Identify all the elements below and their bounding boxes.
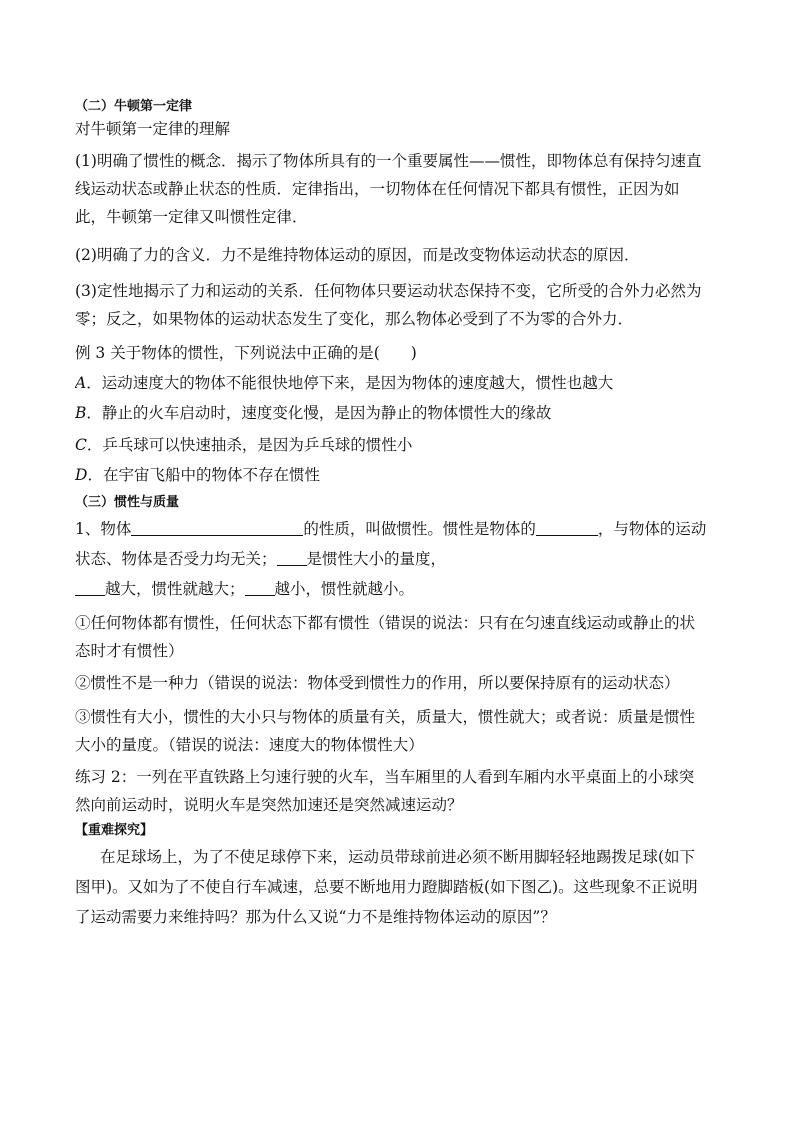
- option-text: ．乒乓球可以快速抽杀，是因为乒乓球的惯性小: [86, 436, 413, 454]
- paragraph-1-line-1: (1)明确了惯性的概念．揭示了物体所具有的一个重要属性——惯性，即物体总有保持匀速直: [75, 152, 702, 170]
- option-text: ．静止的火车启动时，速度变化慢，是因为静止的物体惯性大的缘故: [86, 404, 552, 422]
- fill-blank-line-2: [75, 548, 725, 570]
- option-c: [75, 434, 725, 456]
- exercise-2-line-2: 然向前运动时，说明火车是突然加速还是突然减速运动？: [75, 796, 463, 814]
- blank-1[interactable]: [131, 519, 303, 536]
- fill-text: 状态、物体是否受力均无关；: [75, 550, 277, 568]
- option-b: [75, 402, 725, 424]
- point-3-line-2: 大小的量度。（错误的说法：速度大的物体惯性大）: [75, 736, 424, 754]
- point-1-line-1: ①任何物体都有惯性，任何状态下都有惯性（错误的说法：只有在匀速直线运动或静止的状: [75, 614, 696, 632]
- blank-5[interactable]: [245, 579, 275, 596]
- fill-text: 是惯性大小的量度，: [306, 550, 447, 568]
- paragraph-3-line-2: 零；反之，如果物体的运动状态发生了变化，那么物体必受到了不为零的合外力．: [75, 310, 634, 328]
- option-text: ．在宇宙飞船中的物体不存在惯性: [87, 466, 320, 484]
- fill-text: ，与物体的运动: [597, 520, 707, 538]
- option-text: ．运动速度大的物体不能很快地停下来，是因为物体的速度越大，惯性也越大: [86, 374, 614, 392]
- point-3-line-1: ③惯性有大小，惯性的大小只与物体的质量有关，质量大，惯性就大；或者说：质量是惯性: [75, 708, 696, 726]
- paragraph-2: (2)明确了力的含义．力不是维持物体运动的原因，而是改变物体运动状态的原因．: [75, 246, 640, 264]
- option-letter: A: [75, 374, 87, 392]
- point-1-line-2: 态时才有惯性）: [75, 642, 184, 660]
- blank-4[interactable]: [75, 579, 105, 596]
- example-3-question: 例 3 关于物体的惯性，下列说法中正确的是( ): [75, 344, 417, 362]
- option-d: [75, 464, 725, 486]
- section-heading-explore: 【重难探究】: [75, 823, 154, 838]
- option-a: [75, 372, 725, 394]
- fill-text: 越小，惯性就越小。: [274, 580, 415, 598]
- fill-blank-line-3: [75, 578, 725, 600]
- option-letter: B: [75, 404, 87, 422]
- paragraph-1-line-3: 此，牛顿第一定律又叫惯性定律．: [75, 208, 308, 226]
- fill-blank-line-1: [75, 518, 725, 540]
- option-letter: D: [75, 466, 88, 484]
- section-heading-newton-first-law: （二）牛顿第一定律: [75, 99, 193, 114]
- paragraph-3-line-1: (3)定性地揭示了力和运动的关系．任何物体只要运动状态保持不变，它所受的合外力必然为: [75, 282, 702, 300]
- section-heading-inertia-mass: （三）惯性与质量: [75, 495, 180, 510]
- fill-text: 越大，惯性就越大；: [105, 580, 245, 598]
- explore-line-3: 了运动需要力来维持吗？那为什么又说“力不是维持物体运动的原因”？: [75, 908, 556, 926]
- subtitle-understanding: 对牛顿第一定律的理解: [75, 120, 231, 138]
- point-2: ②惯性不是一种力（错误的说法：物体受到惯性力的作用，所以要保持原有的运动状态）: [75, 674, 680, 692]
- fill-text: 1、物体: [75, 520, 132, 538]
- blank-3[interactable]: [277, 549, 307, 566]
- option-letter: C: [75, 436, 87, 454]
- fill-text: 的性质，叫做惯性。惯性是物体的: [303, 520, 536, 538]
- paragraph-1-line-2: 线运动状态或静止状态的性质．定律指出，一切物体在任何情况下都具有惯性，正因为如: [75, 180, 680, 198]
- exercise-2-line-1: 练习 2：一列在平直铁路上匀速行驶的火车，当车厢里的人看到车厢内水平桌面上的小球突: [75, 768, 695, 786]
- explore-line-1: 在足球场上，为了不使足球停下来，运动员带球前进必须不断用脚轻轻地踢拨足球(如下: [100, 848, 696, 866]
- explore-line-2: 图甲)。又如为了不使自行车减速，总要不断地用力蹬脚踏板(如下图乙)。这些现象不正说明: [75, 878, 698, 896]
- blank-2[interactable]: [536, 519, 598, 536]
